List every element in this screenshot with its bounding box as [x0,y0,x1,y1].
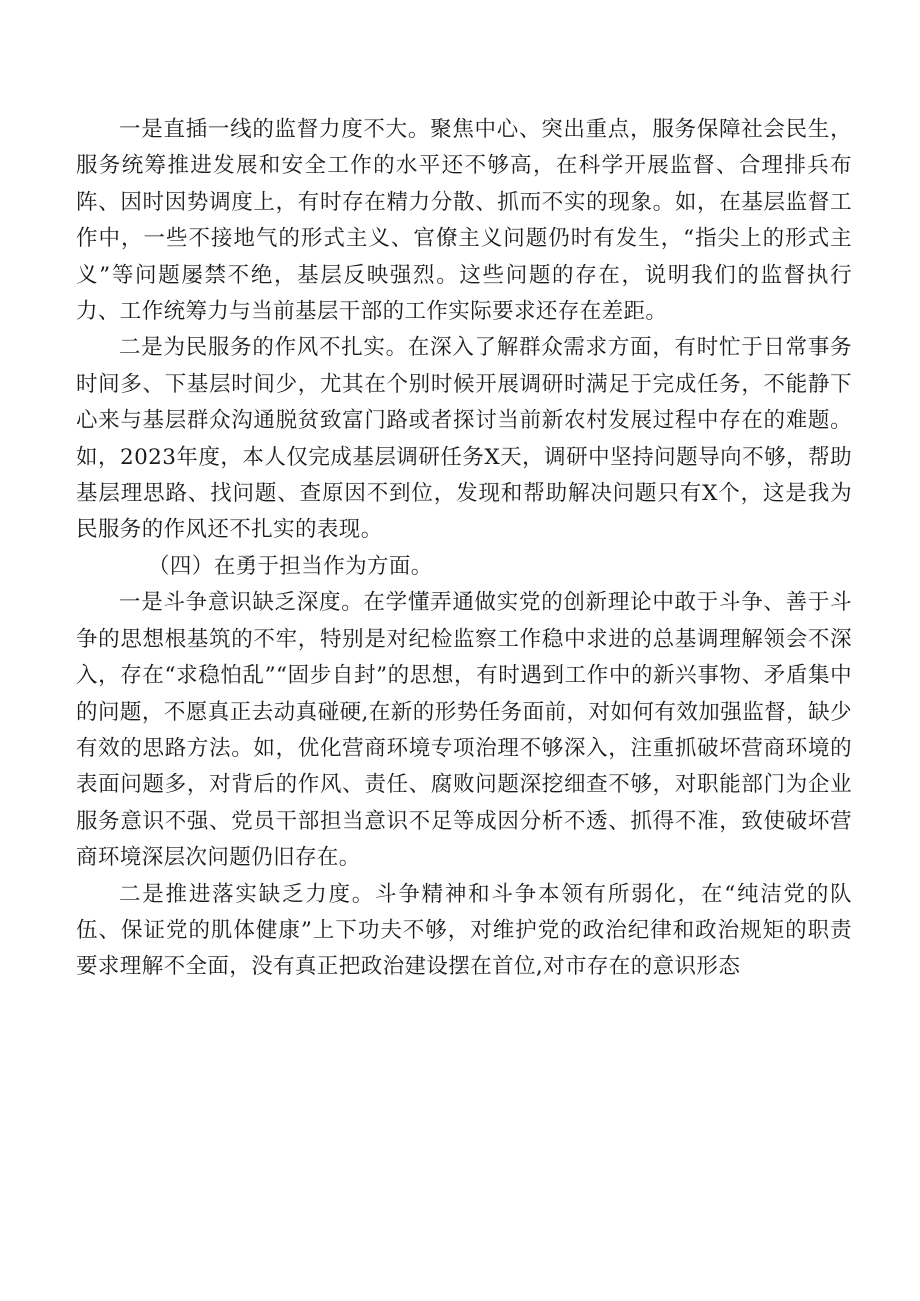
document-body [76,112,852,986]
section-heading-responsibility: （四）在勇于担当作为方面。 [148,553,433,579]
paragraph-struggle-awareness: 一是斗争意识缺乏深度。在学懂弄通做实党的创新理论中敢于斗争、善于斗争的思想根基筑的不牢，特别是对纪检监察工作稳中求进的总基调理解领会不深入，存在“求稳怕乱”“固步自封”的思想，有时遇到工作中的新兴事物、矛盾集中的问题，不愿真正去动真碰硬,在新的形势任务面前，对如何有效加强监督，缺少有效的思路方法。如，优化营商环境专项治理不够深入，注重抓破坏营商环境的表面问题多，对背后的作风、责任、腐败问题深挖细查不够，对职能部门为企业服务意识不强、党员干部担当意识不足等成因分析不透、抓得不准，致使破坏营商环境深层次问题仍旧存在。 [76,590,852,871]
paragraph-service-style: 二是为民服务的作风不扎实。在深入了解群众需求方面，有时忙于日常事务时间多、下基层时间少，尤其在个别时候开展调研时满足于完成任务，不能静下心来与基层群众沟通脱贫致富门路或者探讨当前新农村发展过程中存在的难题。如，2023年度，本人仅完成基层调研任务X天，调研中坚持问题导向不够，帮助基层理思路、找问题、查原因不到位，发现和帮助解决问题只有X个，这是我为民服务的作风还不扎实的表现。 [76,335,852,543]
paragraph-supervision-strength: 一是直插一线的监督力度不大。聚焦中心、突出重点，服务保障社会民生，服务统筹推进发展和安全工作的水平还不够高，在科学开展监督、合理排兵布阵、因时因势调度上，有时存在精力分散、抓而不实的现象。如，在基层监督工作中，一些不接地气的形式主义、官僚主义问题仍时有发生，“指尖上的形式主义”等问题屡禁不绝，基层反映强烈。这些问题的存在，说明我们的监督执行力、工作统筹力与当前基层干部的工作实际要求还存在差距。 [76,117,852,325]
paragraph-implementation-strength: 二是推进落实缺乏力度。斗争精神和斗争本领有所弱化，在“纯洁党的队伍、保证党的肌体健康”上下功夫不够，对维护党的政治纪律和政治规矩的职责要求理解不全面，没有真正把政治建设摆在首位,对市存在的意识形态 [76,881,852,980]
